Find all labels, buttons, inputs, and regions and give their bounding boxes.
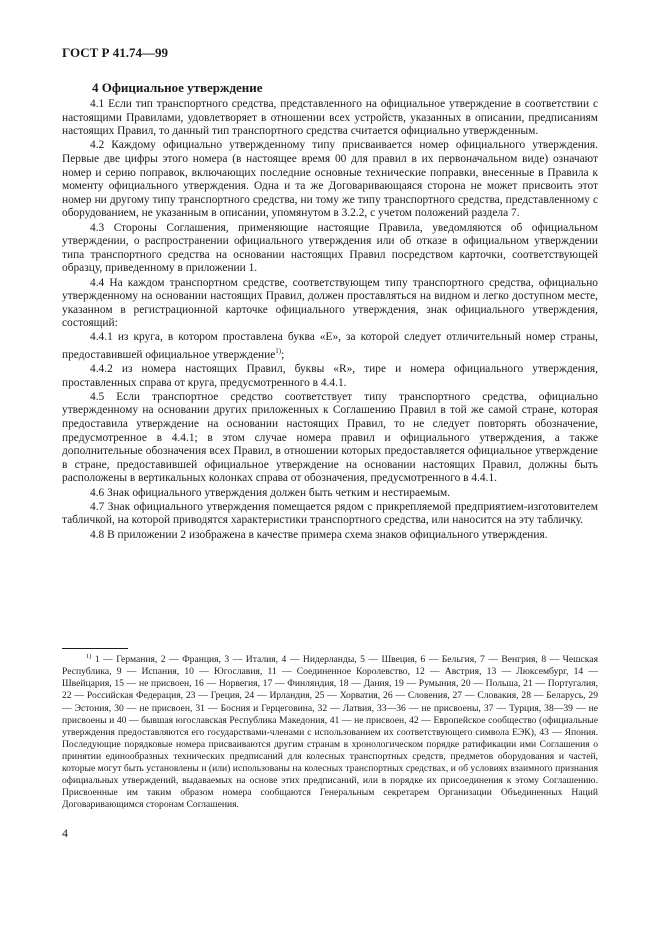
paragraph-4-4-1-tail: ; — [281, 348, 285, 361]
footnote-mark: 1) — [86, 653, 92, 660]
footnote-divider — [62, 648, 128, 649]
paragraph-4-6: 4.6 Знак официального утверждения должен быть четким и нестираемым. — [90, 486, 451, 499]
page-number: 4 — [62, 826, 68, 840]
paragraph-4-4: 4.4 На каждом транспортном средстве, соответствующем типу транспортного средства, официально утвержденному на основании настоящих Правил, должен проставляться на видном и легко доступном месте, указанном в регистрационной карточке официального утверждения, знак официального утверждения, состоящий: — [62, 276, 598, 330]
paragraph-4-7: 4.7 Знак официального утверждения помещается рядом с прикрепляемой предприятием-изготовителем табличкой, на которой приводятся характеристики транспортного средства, или наносится на эту табличку. — [62, 500, 598, 527]
paragraph-4-8: 4.8 В приложении 2 изображена в качестве примера схема знаков официального утверждения. — [90, 528, 548, 541]
main-text — [62, 98, 598, 543]
paragraph-4-5: 4.5 Если транспортное средство соответствует типу транспортного средства, официально утвержденному на основании других приложенных к Соглашению Правил в той же самой стране, которая предоставила утверждение на основании настоящих Правил, то не следует повторять обозначение, предусмотренное в 4.4.1; в этом случае номера правил и официального утверждения, а также дополнительные обозначения всех Правил, в отношении которых предоставляется официальное утверждение в стране, предоставившей официальное утверждение на основании настоящих Правил, должны быть расположены в вертикальных колонках справа от обозначения, предусмотренного в 4.4.1. — [62, 390, 598, 485]
paragraph-4-2: 4.2 Каждому официально утвержденному типу присваивается номер официального утверждения. Первые две цифры этого номера (в настоящее время 00 для правил в их первоначальном виде) означают номер и серию поправок, включающих последние основные технические поправки, внесенные в Правила к моменту официального утверждения. Одна и та же Договаривающаяся сторона не может присвоить этот номер ни другому типу транспортного средства, ни тому же типу транспортного средства, представленному с оборудованием, не указанным в описании, упомянутом в 3.2.2, с учетом положений раздела 7. — [62, 139, 598, 220]
footnote — [62, 651, 598, 811]
paragraph-4-4-1 — [62, 331, 598, 362]
footnote-text: 1 — Германия, 2 — Франция, 3 — Италия, 4 — Нидерланды, 5 — Швеция, 6 — Бельгия, 7 — Венгрия, 8 — Чешская Республика, 9 — Испания, 10 — Югославия, 11 — Соединенное Королевство, 12 — Австрия, 13 — Люксембург, 14 — Швейцария, 15 — не присвоен, 16 — Норвегия, 17 — Финляндия, 18 — Дания, 19 — Румыния, 20 — Польша, 21 — Португалия, 22 — Российская Федерация, 23 — Греция, 24 — Ирландия, 25 — Хорватия, 26 — Словения, 27 — Словакия, 28 — Беларусь, 29 — Эстония, 30 — не присвоен, 31 — Босния и Герцеговина, 32 — Латвия, 33—36 — не присвоены, 37 — Турция, 38—39 — не присвоены и 40 — бывшая югославская Республика Македония, 41 — не присвоен, 42 — Европейское сообщество (официальные утверждения предоставляются его государствами-членами с использованием их соответствующего символа ЕЭК), 43 — Япония. Последующие порядковые номера присваиваются другим странам в хронологическом порядке ратификации ими Соглашения о принятии единообразных технических предписаний для колесных транспортных средств, предметов оборудования и частей, которые могут быть установлены и (или) использованы на колесных транспортных средствах, и об условиях взаимного признания официальных утверждений, выдаваемых на основе этих предписаний, или в порядке их присоединения к этому Соглашению. Присвоенные им таким образом номера сообщаются Генеральным секретарем Организации Объединенных Наций Договаривающимся сторонам Соглашения. — [62, 654, 598, 811]
document-header: ГОСТ Р 41.74—99 — [62, 45, 168, 60]
paragraph-4-3: 4.3 Стороны Соглашения, применяющие настоящие Правила, уведомляются об официальном утверждении, о распространении официального утверждения или об отказе в официальном утверждении типа транспортного средства на основании настоящих Правил посредством карточки, соответствующей образцу, приведенному в приложении 1. — [62, 221, 598, 275]
paragraph-4-4-1-text: 4.4.1 из круга, в котором проставлена буква «Е», за которой следует отличительный номер страны, предоставившей официальное утверждение — [62, 331, 598, 361]
footnote-ref[interactable]: 1) — [275, 347, 282, 356]
section-title: 4 Официальное утверждение — [92, 80, 263, 95]
paragraph-4-4-2: 4.4.2 из номера настоящих Правил, буквы «R», тире и номера официального утверждения, проставленных справа от круга, предусмотренного в 4.4.1. — [62, 363, 598, 389]
paragraph-4-1: 4.1 Если тип транспортного средства, представленного на официальное утверждение в соответствии с настоящими Правилами, удовлетворяет в отношении всех устройств, указанных в описании, предписаниям настоящих Правил, то данный тип транспортного средства считается официально утвержденным. — [62, 98, 598, 138]
